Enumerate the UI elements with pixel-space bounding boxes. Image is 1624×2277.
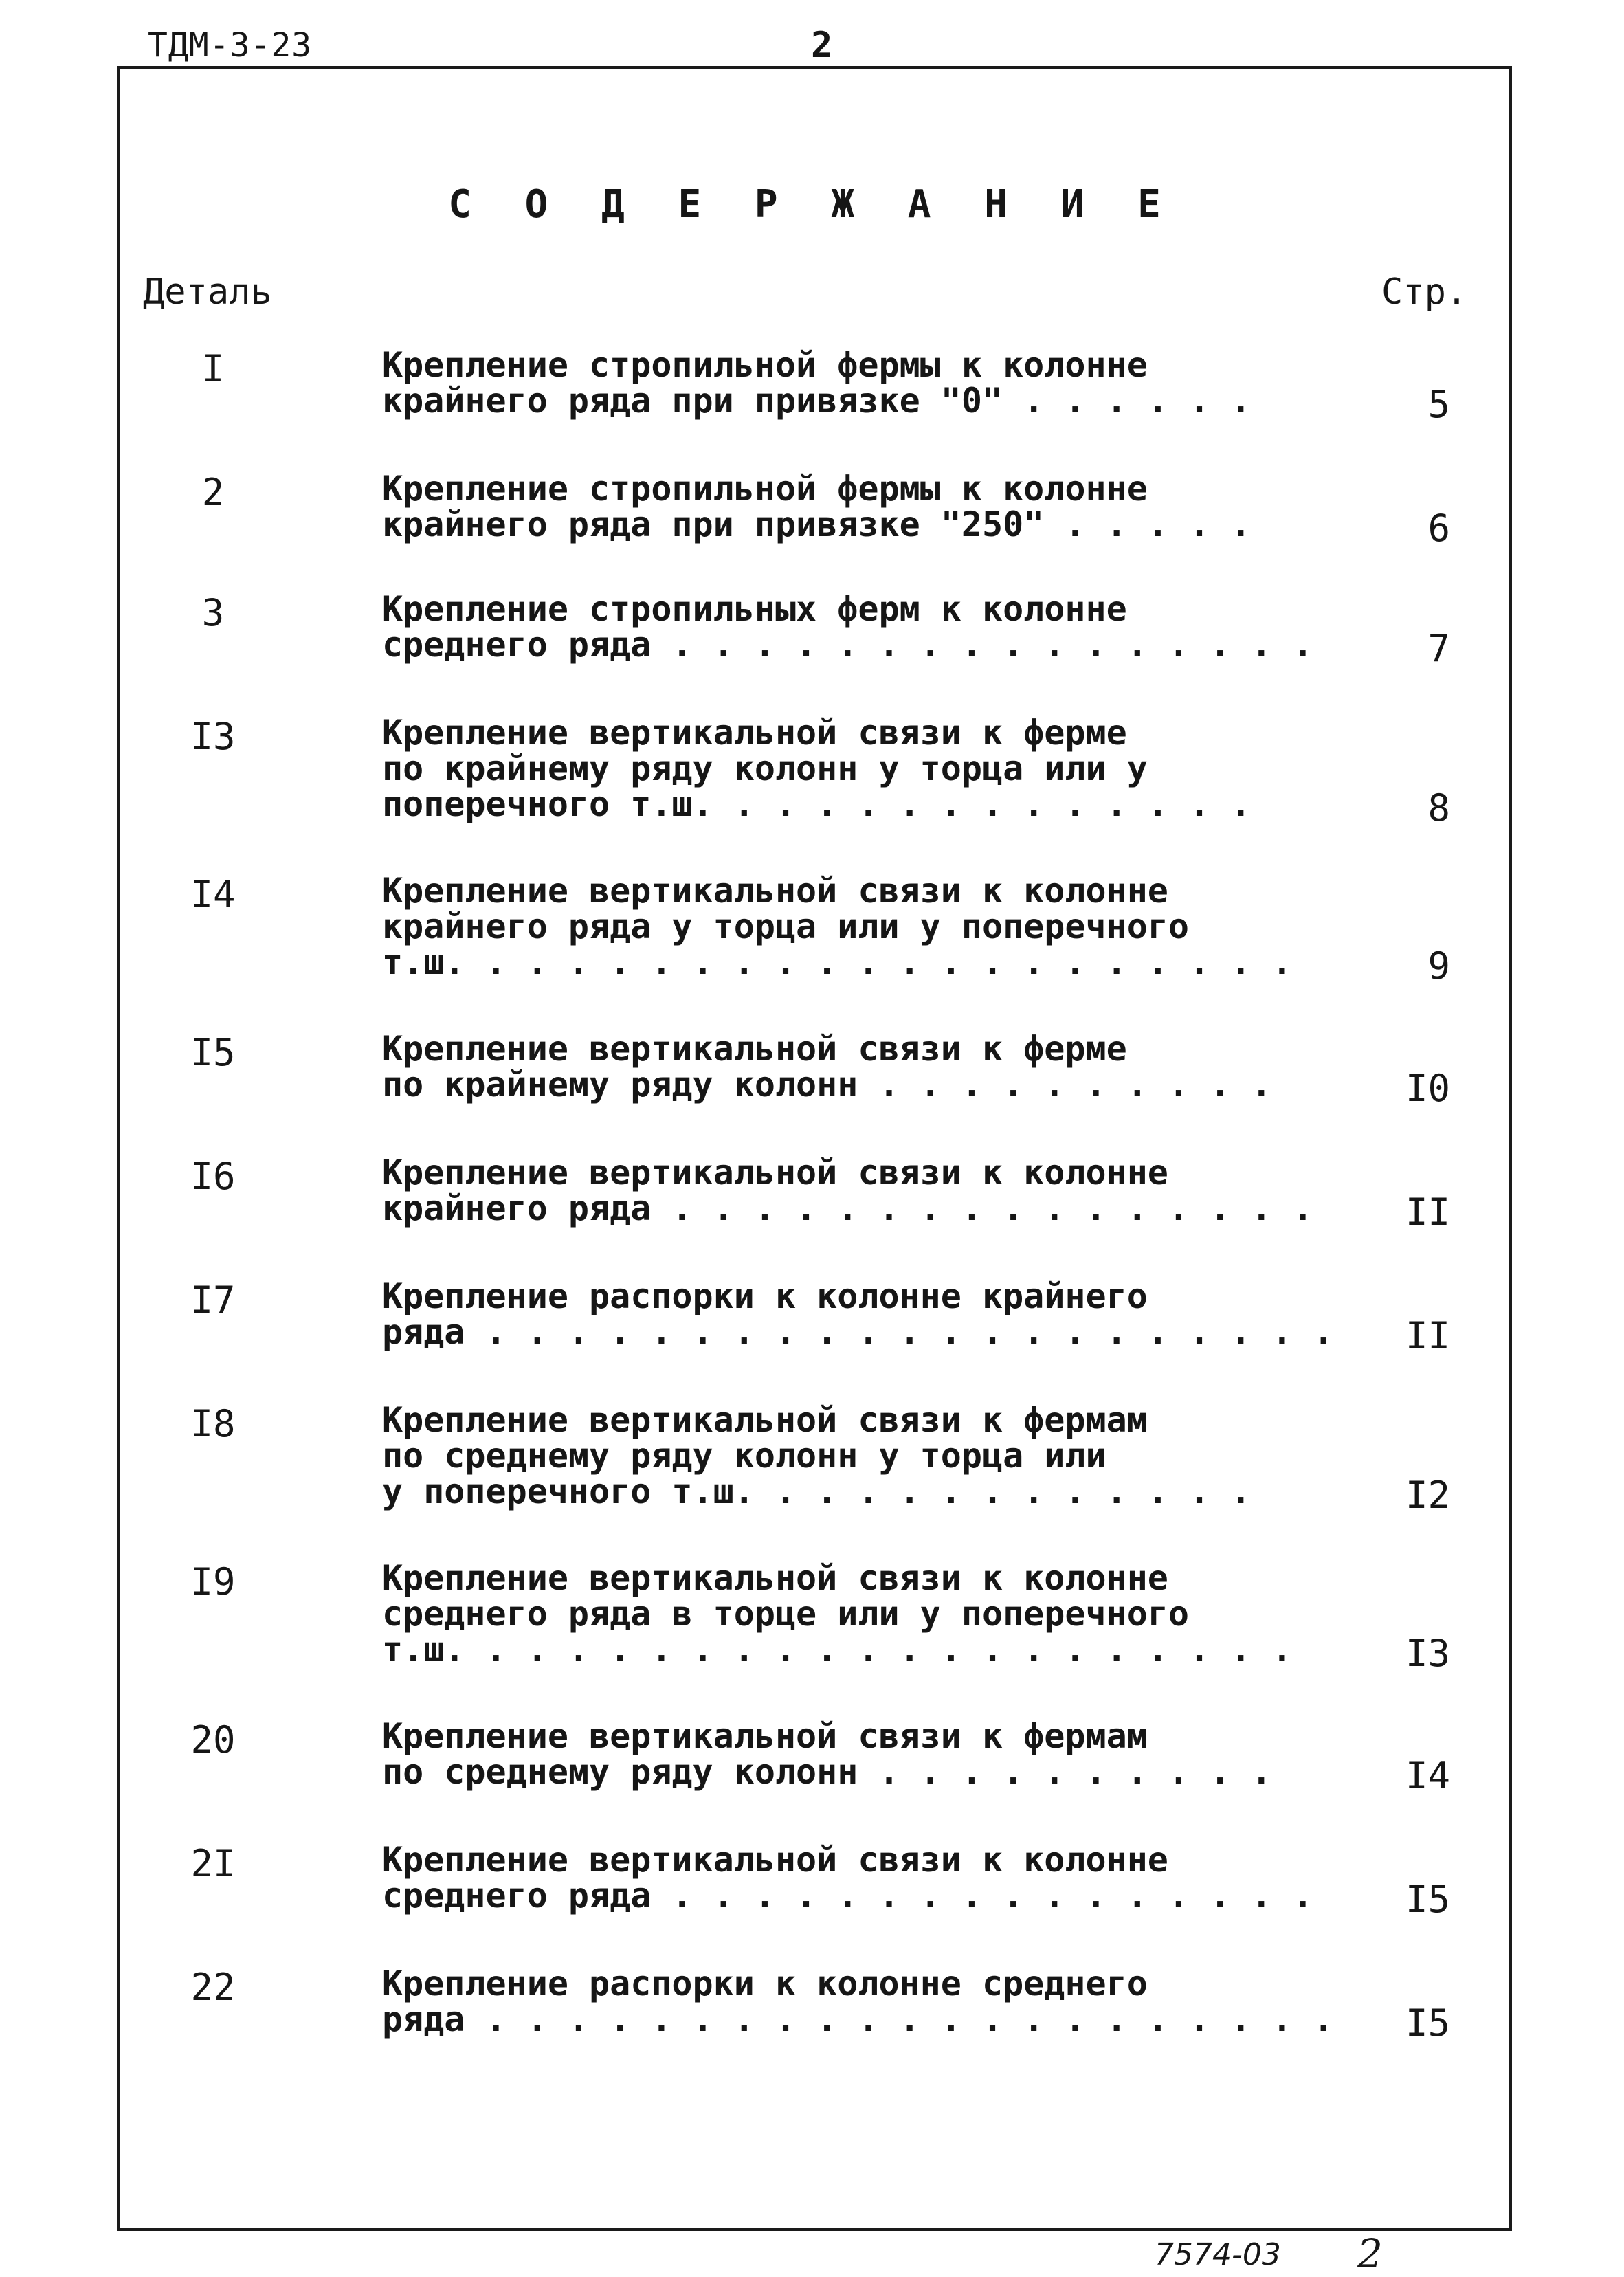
entry-description [382, 347, 1251, 419]
entry-description-line: Крепление вертикальной связи к фермам [382, 1400, 1148, 1440]
entry-page-number: 7 [1427, 627, 1450, 670]
entry-description [382, 1155, 1313, 1226]
entry-detail-number: 3 [201, 591, 225, 634]
entry-detail-number: I5 [190, 1031, 236, 1074]
entry-description-line: среднего ряда . . . . . . . . . . . . . . . . [382, 1876, 1313, 1915]
entry-page-number: 8 [1427, 786, 1450, 830]
contents-title: С О Д Е Р Ж А Н И Е [448, 182, 1176, 227]
entry-description-line: крайнего ряда при привязке "250" . . . . . [382, 504, 1252, 544]
entry-description-line: т.ш. . . . . . . . . . . . . . . . . . . . . [382, 1630, 1293, 1669]
entry-detail-number: 2I [190, 1842, 236, 1885]
entry-page-number: II [1405, 1190, 1450, 1234]
entry-description-line: ряда . . . . . . . . . . . . . . . . . . . . . [382, 1999, 1334, 2039]
entry-description [382, 1718, 1271, 1790]
entry-page-number: I3 [1405, 1632, 1450, 1675]
entry-description-line: Крепление вертикальной связи к фермам [382, 1716, 1148, 1756]
entry-description-line: Крепление вертикальной связи к ферме [382, 1029, 1127, 1069]
entry-description [382, 1402, 1251, 1509]
entry-description [382, 1278, 1334, 1350]
entry-description-line: крайнего ряда у торца или у поперечного [382, 907, 1189, 946]
entry-description-line: Крепление стропильной фермы к колонне [382, 469, 1148, 509]
entry-detail-number: I [201, 347, 225, 390]
page-number: 2 [811, 25, 833, 66]
entry-page-number: I5 [1405, 1878, 1450, 1921]
entry-detail-number: I6 [190, 1155, 236, 1198]
column-header-page: Стр. [1381, 271, 1468, 313]
entry-description-line: Крепление распорки к колонне крайнего [382, 1276, 1148, 1316]
entry-page-number: 9 [1427, 944, 1450, 988]
entry-detail-number: I9 [190, 1560, 236, 1603]
entry-detail-number: 20 [190, 1718, 236, 1762]
entry-description-line: по крайнему ряду колонн у торца или у [382, 748, 1148, 788]
entry-description-line: крайнего ряда . . . . . . . . . . . . . . . . [382, 1188, 1313, 1228]
entry-description-line: по крайнему ряду колонн . . . . . . . . . . [382, 1065, 1272, 1104]
entry-description-line: Крепление вертикальной связи к колонне [382, 871, 1168, 911]
entry-description [382, 1560, 1293, 1667]
entry-description-line: среднего ряда . . . . . . . . . . . . . . . . [382, 625, 1313, 665]
entry-description-line: Крепление вертикальной связи к колонне [382, 1840, 1168, 1880]
entry-description [382, 471, 1251, 542]
entry-description-line: Крепление вертикальной связи к колонне [382, 1153, 1168, 1192]
entry-page-number: I4 [1405, 1754, 1450, 1797]
entry-description-line: Крепление вертикальной связи к ферме [382, 713, 1127, 753]
entry-page-number: 5 [1427, 383, 1450, 426]
entry-detail-number: I7 [190, 1278, 236, 1322]
entry-description [382, 1966, 1334, 2037]
entry-detail-number: I3 [190, 715, 236, 758]
entry-page-number: I5 [1405, 2001, 1450, 2045]
entry-description-line: ряда . . . . . . . . . . . . . . . . . . . . . [382, 1312, 1334, 1352]
entry-description [382, 715, 1251, 822]
entry-description-line: Крепление распорки к колонне среднего [382, 1964, 1148, 2003]
entry-description-line: Крепление стропильных ферм к колонне [382, 589, 1127, 629]
entry-detail-number: I8 [190, 1402, 236, 1445]
entry-detail-number: 2 [201, 471, 225, 514]
entry-page-number: II [1405, 1314, 1450, 1357]
entry-page-number: 6 [1427, 507, 1450, 550]
entry-page-number: I2 [1405, 1474, 1450, 1517]
entry-description-line: по среднему ряду колонн у торца или [382, 1436, 1106, 1476]
footer-code: 7574-03 [1155, 2237, 1281, 2272]
entry-page-number: I0 [1405, 1067, 1450, 1110]
entry-description [382, 591, 1313, 663]
entry-detail-number: I4 [190, 873, 236, 916]
entry-description-line: крайнего ряда при привязке "0" . . . . . . [382, 381, 1252, 421]
entry-description-line: среднего ряда в торце или у поперечного [382, 1594, 1189, 1634]
entry-description-line: у поперечного т.ш. . . . . . . . . . . . . [382, 1471, 1252, 1511]
entry-description-line: поперечного т.ш. . . . . . . . . . . . . . [382, 784, 1252, 824]
entry-description [382, 1031, 1271, 1102]
entry-description-line: т.ш. . . . . . . . . . . . . . . . . . . . . [382, 942, 1293, 982]
document-code: ТДМ-3-23 [148, 26, 313, 65]
entry-detail-number: 22 [190, 1966, 236, 2009]
entry-description-line: Крепление стропильной фермы к колонне [382, 345, 1148, 385]
entry-description-line: Крепление вертикальной связи к колонне [382, 1558, 1168, 1598]
entry-description-line: по среднему ряду колонн . . . . . . . . . . [382, 1752, 1272, 1792]
footer-sheet-number: 2 [1357, 2230, 1383, 2277]
column-header-detail: Деталь [143, 271, 272, 313]
entry-description [382, 1842, 1313, 1913]
entry-description [382, 873, 1293, 980]
